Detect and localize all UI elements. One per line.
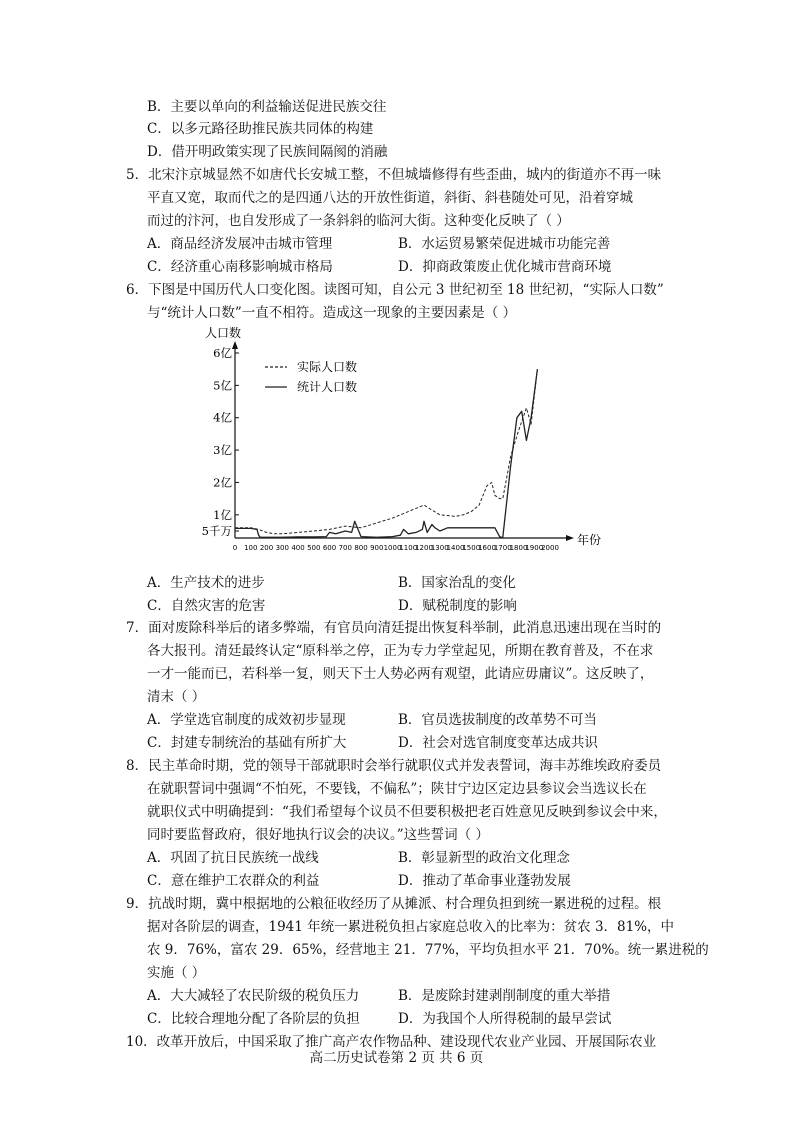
- q7-stem-line3: 一才一能而已，若科举一复，则天下士人势必两有观望，此请应毋庸议”。这反映了，: [147, 666, 654, 682]
- series-line-statistical: [235, 369, 537, 537]
- q8-stem-line2: 在就职誓词中强调“不怕死，不要钱，不偏私”；陕甘宁边区定边县参议会当选议长在: [147, 781, 647, 797]
- page-footer: 高二历史试卷第 2 页 共 6 页: [309, 1050, 484, 1066]
- q5-option-b: B．水运贸易繁荣促进城市功能完善: [398, 236, 611, 252]
- x-tick-label: 1900: [525, 544, 544, 552]
- y-axis-arrow: [232, 341, 238, 349]
- y-tick-label: 5千万: [201, 524, 232, 538]
- q7-option-b: B．官员选拔制度的改革势不可当: [398, 712, 597, 728]
- x-axis-arrow: [566, 535, 574, 541]
- x-tick-label: 200: [259, 544, 274, 552]
- x-tick-label: 1600: [478, 544, 496, 552]
- x-tick-label: 600: [322, 544, 337, 552]
- x-tick-label: 300: [275, 544, 289, 552]
- q9-option-c: C．比较合理地分配了各阶层的负担: [147, 1011, 360, 1027]
- q5-option-d: D．抑商政策废止优化城市营商环境: [398, 259, 612, 275]
- y-tick-label: 1亿: [213, 507, 232, 522]
- x-tick-label: 2000: [541, 544, 559, 552]
- q8-stem-line3: 就职仪式中明确提到：“我们希望每个议员不但要积极把老百姓意见反映到参议会中来，: [147, 804, 667, 820]
- q6-option-d: D．赋税制度的影响: [398, 598, 517, 614]
- q5-stem-line1: 5．北宋汴京城显然不如唐代长安城工整，不但城墙修得有些歪曲，城内的街道亦不再一味: [126, 167, 662, 183]
- q10-stem-line1: 10．改革开放后，中国采取了推广高产农作物品种、建设现代农业产业园、开展国际农业: [126, 1034, 657, 1050]
- x-tick-label: 1100: [399, 544, 418, 552]
- q9-stem-line3: 农 9．76%，富农 29．65%，经营地主 21．77%，平均负担水平 21．70%。统一累进税的: [147, 942, 709, 958]
- x-tick-label: 400: [291, 544, 305, 552]
- x-tick-label: 900: [370, 544, 384, 552]
- q5-option-c: C．经济重心南移影响城市格局: [147, 259, 333, 275]
- q6-stem-line2: 与“统计人口数”一直不相符。造成这一现象的主要因素是（ ）: [147, 305, 517, 321]
- q9-option-b: B．是废除封建剥削制度的重大举措: [398, 988, 611, 1004]
- q4-option-b: B．主要以单向的利益输送促进民族交往: [147, 99, 387, 115]
- y-tick-label: 4亿: [213, 410, 232, 425]
- x-tick-label: 800: [354, 544, 368, 552]
- x-tick-label: 1300: [430, 544, 449, 552]
- x-tick-label: 0: [232, 544, 238, 552]
- y-tick-label: 2亿: [213, 475, 232, 490]
- q6-option-a: A．生产技术的进步: [147, 575, 265, 591]
- x-axis-label: 年份: [577, 533, 602, 547]
- x-tick-label: 1500: [462, 544, 481, 552]
- q8-option-a: A．巩固了抗日民族统一战线: [147, 850, 319, 866]
- y-axis-label: 人口数: [205, 326, 242, 340]
- x-tick-label: 500: [307, 544, 321, 552]
- y-tick-label: 6亿: [213, 346, 232, 360]
- q6-option-b: B．国家治乱的变化: [398, 575, 516, 591]
- q7-option-a: A．学堂选官制度的成效初步显现: [147, 712, 346, 728]
- q7-option-d: D．社会对选官制度变革达成共识: [398, 735, 598, 751]
- q8-option-d: D．推动了革命事业蓬勃发展: [398, 873, 571, 889]
- legend-label: 实际人口数: [297, 360, 358, 374]
- q8-option-c: C．意在维护工农群众的利益: [147, 873, 320, 889]
- population-chart: [195, 325, 615, 560]
- x-tick-label: 1200: [415, 544, 433, 552]
- x-tick-label: 1800: [509, 544, 528, 552]
- q4-option-d: D．借开明政策实现了民族间隔阂的消融: [147, 144, 388, 160]
- legend-label: 统计人口数: [297, 380, 358, 394]
- y-tick-label: 5亿: [213, 378, 232, 393]
- x-tick-label: 100: [244, 544, 258, 552]
- q9-option-a: A．大大减轻了农民阶级的税负压力: [147, 988, 360, 1004]
- q8-stem-line4: 同时要监督政府，很好地执行议会的决议。”这些誓词（ ）: [147, 827, 489, 843]
- q5-stem-line3: 而过的汴河，也自发形成了一条斜斜的临河大街。这种变化反映了（ ）: [147, 213, 570, 229]
- q9-stem-line1: 9．抗战时期，冀中根据地的公粮征收经历了从摊派、村合理负担到统一累进税的过程。根: [126, 896, 662, 912]
- x-tick-label: 1000: [383, 544, 402, 552]
- q9-stem-line4: 实施（ ）: [147, 965, 206, 981]
- series-line-actual: [235, 369, 537, 534]
- q4-option-c: C．以多元路径助推民族共同体的构建: [147, 121, 374, 137]
- q6-stem-line1: 6．下图是中国历代人口变化图。读图可知，自公元 3 世纪初至 18 世纪初，“实际人口数”: [126, 282, 664, 298]
- q6-option-c: C．自然灾害的危害: [147, 598, 266, 614]
- x-tick-label: 1400: [446, 544, 465, 552]
- q5-option-a: A．商品经济发展冲击城市管理: [147, 236, 333, 252]
- x-tick-label: 700: [338, 544, 352, 552]
- q7-stem-line2: 各大报刊。清廷最终认定“原科举之停，正为专力学堂起见，所期在教育普及，不在求: [147, 643, 654, 659]
- q7-stem-line1: 7．面对废除科举后的诸多弊端，有官员向清廷提出恢复科举制，此消息迅速出现在当时的: [126, 620, 662, 636]
- q9-option-d: D．为我国个人所得税制的最早尝试: [398, 1011, 612, 1027]
- q7-stem-line4: 清末（ ）: [147, 689, 206, 705]
- q5-stem-line2: 平直又宽，取而代之的是四通八达的开放性街道，斜街、斜巷随处可见，沿着穿城: [147, 190, 633, 206]
- q8-option-b: B．彰显新型的政治文化理念: [398, 850, 570, 866]
- q9-stem-line2: 据对各阶层的调查，1941 年统一累进税负担占家庭总收入的比率为：贫农 3．81%，中: [147, 919, 675, 935]
- q7-option-c: C．封建专制统治的基础有所扩大: [147, 735, 347, 751]
- q8-stem-line1: 8．民主革命时期，党的领导干部就职时会举行就职仪式并发表誓词，海丰苏维埃政府委员: [126, 758, 662, 774]
- x-tick-label: 1700: [493, 544, 512, 552]
- y-tick-label: 3亿: [213, 443, 232, 458]
